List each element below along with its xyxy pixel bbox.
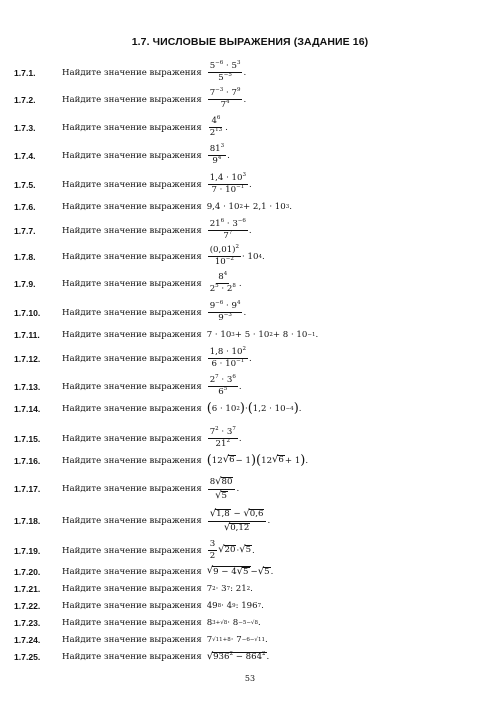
problem-row: [14, 402, 490, 415]
expression: $\frac{8^4}{2^5 \cdot 2^8}$ .: [209, 271, 242, 295]
problem-row: [14, 174, 490, 195]
problem-row: [14, 635, 490, 645]
problem-label: Найдите значение выражения: [62, 545, 202, 556]
problem-label: Найдите значение выражения: [62, 94, 202, 105]
problem-row: [14, 62, 490, 83]
fraction: $\frac{2^7 \cdot 3^6}{6^5}$: [209, 374, 236, 398]
problem-label: Найдите значение выражения: [62, 635, 202, 645]
fraction: √ 1,8 − √ 0,6 √ 0,12: [208, 509, 267, 534]
expression: √ $936^2 - 864^2$ .: [206, 651, 270, 663]
fraction: $\frac{1,4 \cdot 10^3}{7 \cdot 10^{-1}}$: [209, 172, 246, 196]
problem-label: Найдите значение выражения: [62, 433, 202, 444]
expression: 8 √ 80 √ 5 .: [209, 476, 240, 501]
problem-label: Найдите значение выражения: [62, 353, 202, 364]
expression: $\frac{9^{-6} \cdot 9^4}{9^{-3}}$ .: [209, 300, 247, 324]
problem-row: [14, 348, 490, 369]
fraction: $\frac{(0,01)^2}{10^{-2}}$: [209, 244, 240, 268]
problem-number: 1.7.9.: [14, 278, 36, 289]
problem-row: [14, 246, 490, 267]
problem-number: 1.7.12.: [14, 353, 41, 364]
problem-number: 1.7.13.: [14, 381, 41, 392]
problem-row: [14, 584, 490, 594]
problem-label: Найдите значение выражения: [62, 652, 202, 663]
expression: 9,4 · 10 2 + 2,1 · 10 3 .: [206, 202, 292, 212]
fraction: $\frac{9^{-6} \cdot 9^4}{9^{-3}}$: [209, 300, 241, 324]
fraction: $\frac{7^2 \cdot 3^7}{21^2}$: [209, 426, 236, 450]
expression: $\frac{81^3}{9^4}$ .: [209, 143, 230, 167]
problem-number: 1.7.25.: [14, 652, 41, 663]
problem-row: [14, 566, 490, 578]
problem-label: Найдите значение выражения: [62, 307, 202, 318]
expression: 8 3+√8 · 8 −5−√8 .: [206, 618, 261, 628]
expression: $\frac{5^{-6} \cdot 5^3}{5^{-5}}$ .: [209, 60, 247, 84]
problem-number: 1.7.1.: [14, 67, 36, 78]
problem-row: [14, 540, 490, 561]
fraction: $\frac{3}{2}$: [209, 539, 216, 562]
problem-number: 1.7.6.: [14, 202, 36, 212]
problem-row: [14, 477, 490, 502]
expression: $\frac{4^6}{2^{13}}$ .: [209, 115, 228, 139]
problem-row: [14, 145, 490, 166]
problem-label: Найдите значение выражения: [62, 455, 202, 466]
fraction: $\frac{7^{-3} \cdot 7^9}{7^4}$: [209, 87, 241, 111]
expression: 7 · 10 3 + 5 · 10 2 + 8 · 10 −1 .: [206, 330, 319, 340]
expression: 7 √11+8 · 7 −6−√11 .: [206, 635, 268, 645]
problem-label: Найдите значение выражения: [62, 179, 202, 190]
problem-row: [14, 302, 490, 323]
problem-label: Найдите значение выражения: [62, 122, 202, 133]
problem-number: 1.7.14.: [14, 403, 41, 414]
problem-number: 1.7.11.: [14, 330, 40, 340]
problem-number: 1.7.5.: [14, 179, 36, 190]
problem-label: Найдите значение выражения: [62, 584, 202, 594]
problem-label: Найдите значение выражения: [62, 566, 202, 577]
problem-label: Найдите значение выражения: [62, 601, 202, 611]
problem-number: 1.7.3.: [14, 122, 36, 133]
expression: $\frac{(0,01)^2}{10^{-2}}$ · 10 4 .: [209, 244, 265, 268]
problem-number: 1.7.2.: [14, 94, 36, 105]
section-title: 1.7. ЧИСЛОВЫЕ ВЫРАЖЕНИЯ (ЗАДАНИЕ 16): [131, 36, 369, 48]
problem-label: Найдите значение выражения: [62, 618, 202, 628]
expression: $\frac{2^7 \cdot 3^6}{6^5}$ .: [209, 374, 242, 398]
problem-label: Найдите значение выражения: [62, 150, 202, 161]
problem-row: [14, 330, 490, 340]
fraction: $\frac{8^4}{2^5 \cdot 2^8}$: [209, 271, 236, 295]
problem-label: Найдите значение выражения: [62, 225, 202, 236]
problem-label: Найдите значение выражения: [62, 202, 202, 212]
problem-label: Найдите значение выражения: [62, 381, 202, 392]
problem-row: [14, 202, 490, 212]
fraction: $\frac{81^3}{9^4}$: [209, 143, 225, 167]
problem-row: [14, 601, 490, 611]
problem-number: 1.7.19.: [14, 545, 41, 556]
problem-label: Найдите значение выражения: [62, 330, 202, 340]
problem-label: Найдите значение выражения: [62, 278, 202, 289]
fraction: 8 √ 80 √ 5: [208, 477, 236, 502]
problem-number: 1.7.20.: [14, 566, 41, 577]
expression: $\frac{7^2 \cdot 3^7}{21^2}$ .: [209, 426, 242, 450]
fraction: $\frac{21^6 \cdot 3^{-6}}{7^7}$: [209, 218, 246, 242]
problem-number: 1.7.23.: [14, 618, 41, 628]
problem-number: 1.7.18.: [14, 516, 41, 527]
fraction: $\frac{5^{-6} \cdot 5^3}{5^{-5}}$: [209, 60, 241, 84]
problem-number: 1.7.8.: [14, 251, 36, 262]
expression: $\frac{1,8 \cdot 10^2}{6 \cdot 10^{-1}}$ .: [209, 346, 252, 370]
problem-row: [14, 376, 490, 397]
problem-row: [14, 220, 490, 241]
problem-label: Найдите значение выражения: [62, 251, 202, 262]
problem-row: [14, 652, 490, 663]
fraction: $\frac{4^6}{2^{13}}$: [209, 115, 223, 139]
problem-number: 1.7.16.: [14, 455, 41, 466]
expression: ( 6 · 10 2 ) · ( 1,2 · 10 −4 ) .: [206, 401, 302, 416]
expression: $\frac{1,4 \cdot 10^3}{7 \cdot 10^{-1}}$ .: [209, 172, 252, 196]
expression: √ 1,8 − √ 0,6 √ 0,12 .: [209, 508, 271, 533]
problem-number: 1.7.24.: [14, 635, 41, 645]
expression: √ 9 − 4 √ 5 − √ 5 .: [206, 565, 274, 577]
problem-row: [14, 273, 490, 294]
expression: ( 12 √ 6 − 1 )( 12 √ 6 + 1 ) .: [206, 453, 309, 468]
problem-number: 1.7.15.: [14, 433, 41, 444]
expression: $\frac{7^{-3} \cdot 7^9}{7^4}$ .: [209, 87, 247, 111]
expression: $\frac{21^6 \cdot 3^{-6}}{7^7}$ .: [209, 218, 252, 242]
problem-row: [14, 454, 490, 467]
expression: 49 8 · 4 9 : 196 7 .: [206, 601, 264, 611]
problem-row: [14, 428, 490, 449]
problem-row: [14, 509, 490, 534]
expression: $\frac{3}{2}$ √ 20 · √ 5 .: [209, 539, 255, 562]
fraction: $\frac{1,8 \cdot 10^2}{6 \cdot 10^{-1}}$: [209, 346, 246, 370]
problem-number: 1.7.21.: [14, 584, 41, 594]
problem-label: Найдите значение выражения: [62, 67, 202, 78]
problem-number: 1.7.7.: [14, 225, 36, 236]
problem-row: [14, 117, 490, 138]
expression: 7 2 · 3 7 : 21 2 .: [206, 584, 253, 594]
problem-label: Найдите значение выражения: [62, 484, 202, 495]
problem-label: Найдите значение выражения: [62, 403, 202, 414]
problem-number: 1.7.4.: [14, 150, 36, 161]
problem-row: [14, 89, 490, 110]
problem-number: 1.7.10.: [14, 307, 41, 318]
problem-row: [14, 618, 490, 628]
problem-number: 1.7.17.: [14, 484, 41, 495]
problem-label: Найдите значение выражения: [62, 516, 202, 527]
page-number: 53: [244, 674, 256, 683]
problem-number: 1.7.22.: [14, 601, 41, 611]
